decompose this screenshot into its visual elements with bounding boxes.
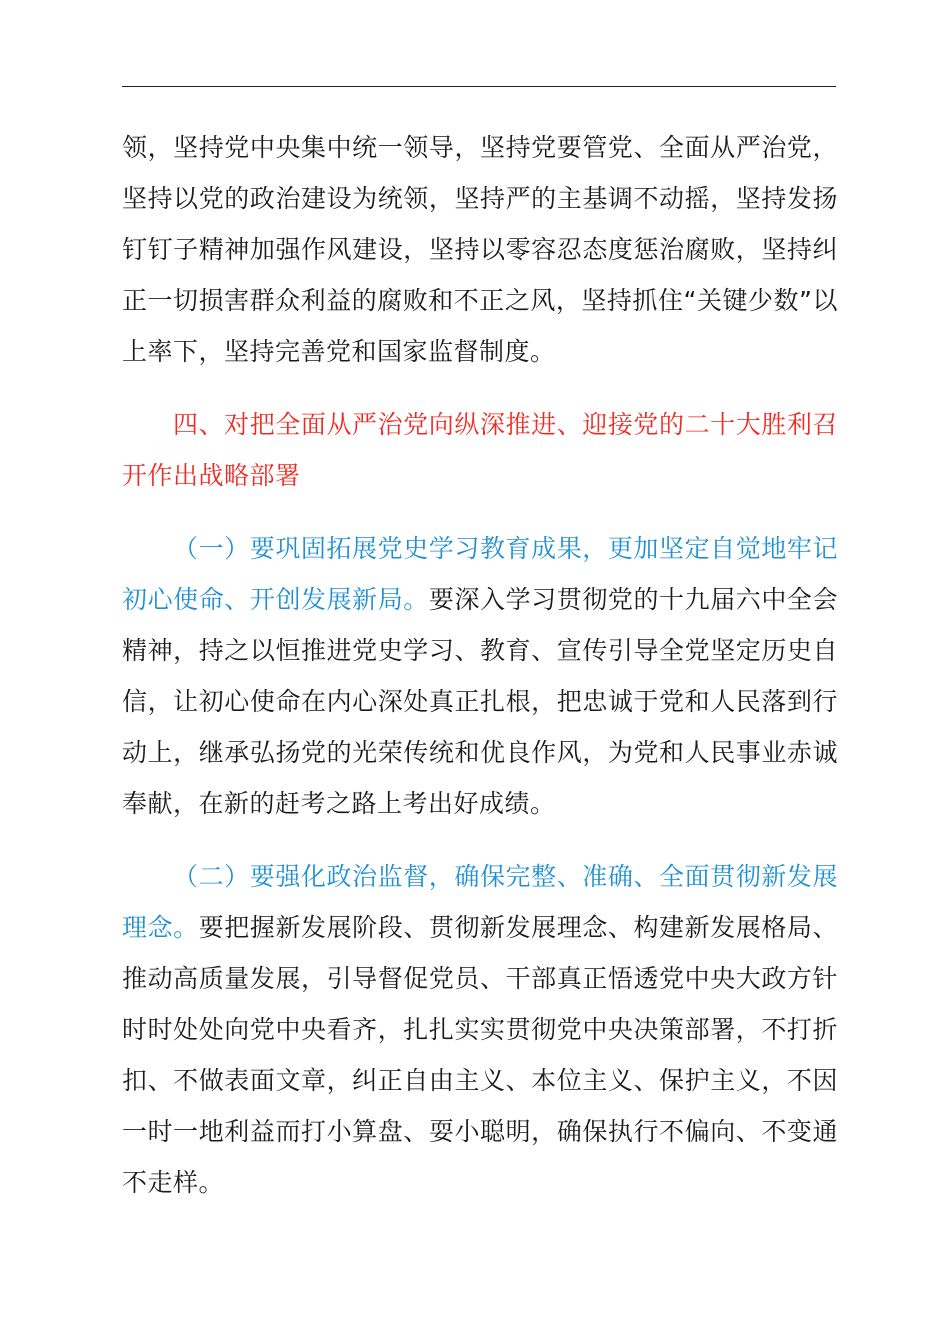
document-body [122,122,838,1230]
item-1-heading: （一）要巩固拓展党史学习教育成果，更加坚定自觉地牢记初心使命、开创发展新局。 [122,534,838,614]
item-2-heading: （二）要强化政治监督，确保完整、准确、全面贯彻新发展理念。 [122,862,838,942]
item-1-body: 要深入学习贯彻党的十九届六中全会精神，持之以恒推进党史学习、教育、宣传引导全党坚定历史自信，让初心使命在内心深处真正扎根，把忠诚于党和人民落到行动上，继承弘扬党的光荣传统和优良作风，为党和人民事业赤诚奉献，在新的赶考之路上考出好成绩。 [122,585,838,818]
paragraph-continuation: 领，坚持党中央集中统一领导，坚持党要管党、全面从严治党，坚持以党的政治建设为统领，坚持严的主基调不动摇，坚持发扬钉钉子精神加强作风建设，坚持以零容忍态度惩治腐败，坚持纠正一切损害群众利益的腐败和不正之风，坚持抓住“关键少数”以上率下，坚持完善党和国家监督制度。 [122,133,838,366]
item-2-paragraph [122,851,838,1208]
section-heading: 四、对把全面从严治党向纵深推进、迎接党的二十大胜利召开作出战略部署 [122,410,838,490]
item-1-paragraph [122,523,838,829]
header-rule [122,86,836,87]
item-2-body: 要把握新发展阶段、贯彻新发展理念、构建新发展格局、推动高质量发展，引导督促党员、干部真正悟透党中央大政方针时时处处向党中央看齐，扎扎实实贯彻党中央决策部署，不打折扣、不做表面文章，纠正自由主义、本位主义、保护主义，不因一时一地利益而打小算盘、耍小聪明，确保执行不偏向、不变通不走样。 [122,913,838,1197]
